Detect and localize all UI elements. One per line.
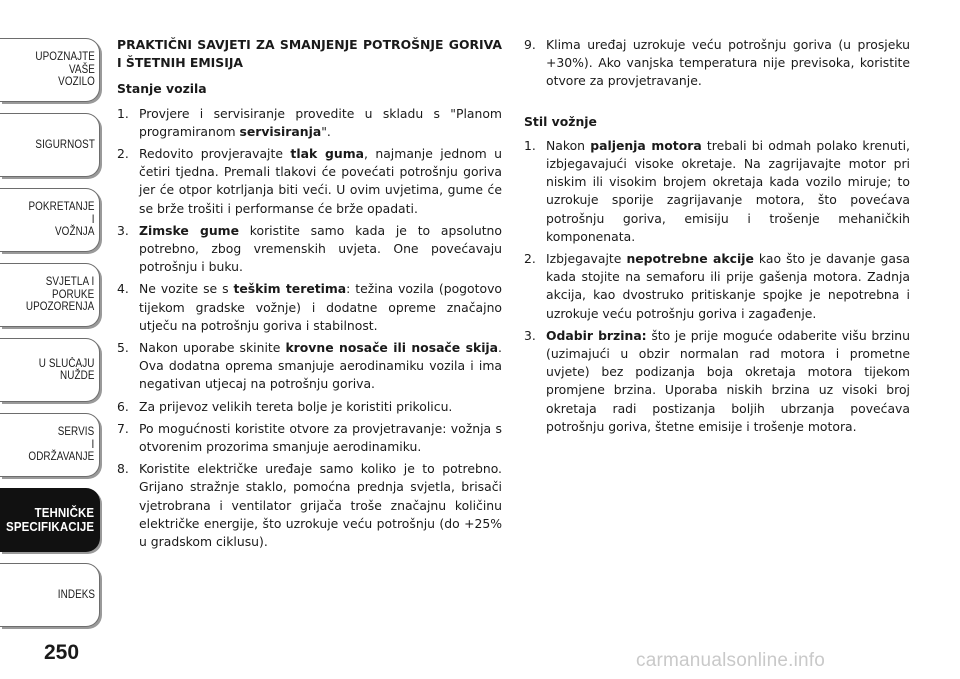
subheading-vehicle-condition: Stanje vozila bbox=[117, 81, 207, 97]
driving-style-list bbox=[524, 137, 910, 436]
chapter-tab[interactable] bbox=[0, 113, 100, 177]
list-item-text-part: : težina vozila (pogotovo tijekom gradske vožnje) i dodatne opreme značajno utječu na potrošnju goriva i stabilnost. bbox=[139, 281, 502, 333]
list-item-text-part: što je prije moguće odaberite višu brzinu (uzimajući u obzir normalan rad motora i prometne uvjete) bez podizanja boja okretaja motora tijekom promjene brzina. Uporaba niskih brzina uz visoki broj okretaja radi postizanja boljih ubrzanja povećava potrošnju goriva, štetne emisije i trošenje motora. bbox=[546, 327, 910, 434]
list-item-number: 5. bbox=[117, 340, 129, 356]
list-item bbox=[117, 420, 502, 456]
list-item-text-part: ". bbox=[321, 123, 331, 139]
list-item-text bbox=[139, 460, 502, 551]
chapter-tab-label: TEHNIČKE SPECIFIKACIJE bbox=[6, 506, 95, 534]
chapter-tab-label: UPOZNAJTE VAŠE VOZILO bbox=[35, 51, 95, 89]
list-item-text bbox=[139, 420, 502, 456]
chapter-tab-label: U SLUČAJU NUŽDE bbox=[38, 357, 95, 382]
right-column bbox=[524, 36, 910, 440]
list-item-number: 8. bbox=[117, 461, 129, 477]
list-item-text-part: Nakon uporabe skinite bbox=[139, 340, 286, 356]
emphasis-text: tlak guma bbox=[290, 146, 364, 162]
list-item bbox=[117, 280, 502, 335]
chapter-tab-label: SIGURNOST bbox=[35, 138, 95, 151]
list-item-text bbox=[139, 105, 502, 141]
chapter-tab-label: POKRETANJE I VOŽNJA bbox=[28, 201, 95, 239]
chapter-tab[interactable] bbox=[0, 563, 100, 627]
list-item bbox=[524, 36, 910, 91]
list-item-text bbox=[139, 280, 502, 335]
list-item bbox=[117, 398, 502, 416]
list-item-number: 7. bbox=[117, 420, 129, 436]
subheading-driving-style: Stil vožnje bbox=[524, 113, 597, 129]
page-number: 250 bbox=[44, 641, 80, 664]
emphasis-text: teškim teretima bbox=[233, 281, 347, 297]
list-item-text-part: Provjere i servisiranje provedite u skladu s "Planom programiranom bbox=[139, 105, 502, 139]
list-item-text bbox=[546, 250, 910, 323]
list-item-text-part: Ne vozite se s bbox=[139, 281, 234, 297]
emphasis-text: Odabir brzina: bbox=[546, 327, 647, 343]
list-item bbox=[117, 222, 502, 277]
list-item-number: 3. bbox=[524, 327, 536, 343]
list-item-number: 2. bbox=[524, 251, 536, 267]
list-item-number: 2. bbox=[117, 146, 129, 162]
list-item-number: 3. bbox=[117, 222, 129, 238]
list-item-text-part: koristite samo kada je to apsolutno potrebno, zbog vremenskih uvjeta. One povećavaju potrošnju i buku. bbox=[139, 222, 502, 275]
list-item-text-part: Izbjegavajte bbox=[546, 251, 627, 267]
chapter-tab[interactable] bbox=[0, 413, 100, 477]
watermark: carmanualsonline.info bbox=[636, 650, 826, 671]
list-item-text bbox=[139, 398, 502, 416]
list-item-text bbox=[546, 327, 910, 436]
section-heading: PRAKTIČNI SAVJETI ZA SMANJENJE POTROŠNJE GORIVA I ŠTETNIH EMISIJA bbox=[117, 37, 502, 71]
list-item-number: 1. bbox=[524, 137, 536, 153]
list-item-text-part: Klima uređaj uzrokuje veću potrošnju goriva (u prosjeku +30%). Ako vanjska temperatura nije previsoka, koristite otvore za provjetravanje. bbox=[546, 37, 910, 89]
chapter-tab[interactable] bbox=[0, 188, 100, 252]
emphasis-text: krovne nosače ili nosače skija bbox=[285, 340, 499, 356]
list-item-text bbox=[546, 137, 910, 246]
chapter-tabs bbox=[0, 38, 104, 638]
list-item-text-part: . Ova dodatna oprema smanjuje aerodinamiku vozila i ima negativan utjecaj na potrošnju goriva. bbox=[139, 340, 502, 392]
chapter-tab-label: SERVIS I ODRŽAVANJE bbox=[28, 426, 95, 464]
list-item-text-part: kao što je davanje gasa kada stojite na semaforu ili prije gašenja motora. Zadnja akcija, kao dvostruko pritiskanje spojke je nepotrebna i uzrokuje veću potrošnju goriva i zagađenje. bbox=[546, 251, 910, 321]
list-item bbox=[524, 250, 910, 323]
list-item-text bbox=[139, 339, 502, 394]
left-column bbox=[117, 36, 502, 555]
chapter-tab-label: INDEKS bbox=[57, 588, 95, 601]
emphasis-text: Zimske gume bbox=[139, 222, 239, 238]
chapter-tab[interactable] bbox=[0, 488, 100, 552]
chapter-tab[interactable] bbox=[0, 338, 100, 402]
list-item bbox=[524, 137, 910, 246]
list-item bbox=[117, 339, 502, 394]
chapter-tab[interactable] bbox=[0, 263, 100, 327]
list-item bbox=[524, 327, 910, 436]
emphasis-text: servisiranja bbox=[239, 123, 322, 139]
list-item-number: 4. bbox=[117, 281, 129, 297]
list-item-text-part: Nakon bbox=[546, 137, 591, 153]
list-item bbox=[117, 460, 502, 551]
list-item-number: 6. bbox=[117, 398, 129, 414]
list-item-text bbox=[546, 36, 910, 91]
vehicle-condition-list bbox=[117, 105, 502, 552]
list-item-text-part: Po mogućnosti koristite otvore za provjetravanje: vožnja s otvorenim prozorima smanjuje aerodinamiku. bbox=[139, 420, 502, 455]
emphasis-text: paljenja motora bbox=[590, 137, 702, 153]
list-item-text bbox=[139, 222, 502, 277]
list-item-text-part: Za prijevoz velikih tereta bolje je koristiti prikolicu. bbox=[139, 398, 453, 414]
list-item-text-part: Koristite električke uređaje samo koliko je to potrebno. Grijano stražnje staklo, pomoćna prednja svjetla, brisači vjetrobrana i ventilator grijača troše značajnu količinu električke energije, što uzrokuje veću potrošnju (do +25% u gradskom ciklusu). bbox=[139, 461, 502, 550]
list-item-text-part: trebali bi odmah polako krenuti, izbjegavajući visoke okretaje. Na zagrijavajte motor pri niskim ili visokim brojem okretaja kada vozilo miruje; to uzrokuje sporije zagrijavanje motora, što povećava potrošnju goriva, emisiju i trošenje mehaničkih komponenata. bbox=[546, 137, 910, 244]
chapter-tab-label: SVJETLA I PORUKE UPOZORENJA bbox=[26, 276, 95, 314]
list-item-text bbox=[139, 145, 502, 218]
list-item-number: 9. bbox=[524, 37, 536, 52]
list-item-text-part: Redovito provjeravajte bbox=[139, 146, 291, 162]
vehicle-condition-list-continued bbox=[524, 36, 910, 91]
list-item-number: 1. bbox=[117, 105, 129, 121]
list-item-text-part: , najmanje jednom u četiri tjedna. Premali tlakovi će povećati potrošnju goriva jer će otpor kotrljanja biti veći. U ovim uvjetima, gume će se brže trošiti i performanse će brže opadati. bbox=[139, 146, 502, 216]
list-item bbox=[117, 105, 502, 141]
chapter-tab[interactable] bbox=[0, 38, 100, 102]
emphasis-text: nepotrebne akcije bbox=[626, 251, 754, 267]
list-item bbox=[117, 145, 502, 218]
